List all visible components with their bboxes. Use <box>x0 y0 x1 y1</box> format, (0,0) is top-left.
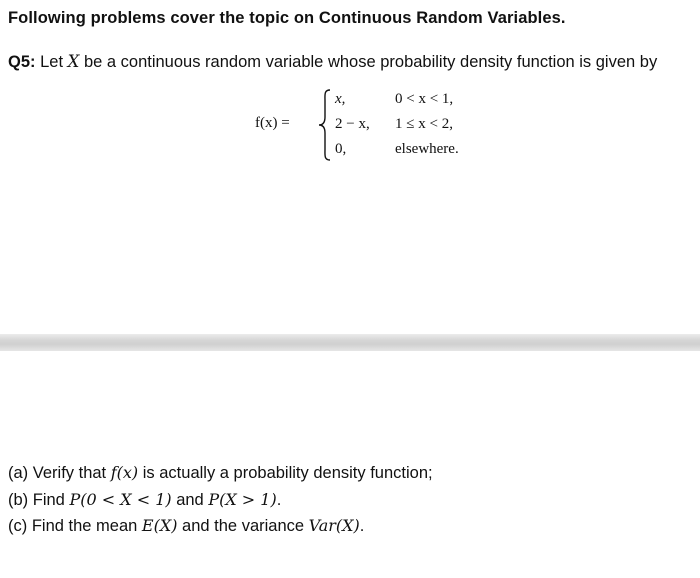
part-c-math-1: E(X) <box>141 516 178 535</box>
part-a-math: f(x) <box>110 463 139 482</box>
question-q5 <box>8 52 657 72</box>
page-heading: Following problems cover the topic on Continuous Random Variables. <box>8 9 566 27</box>
part-b-mid: and <box>171 490 209 509</box>
part-b-tail: . <box>276 490 282 509</box>
case-1-expr: x, <box>335 91 346 107</box>
part-b-math-2: P(X > 1) <box>208 489 277 509</box>
case-1-cond: 0 < x < 1, <box>395 91 454 107</box>
case-2-expr: 2 − x, <box>335 116 370 132</box>
part-c-text: Find the mean <box>31 517 142 535</box>
question-variable: X <box>67 52 80 71</box>
part-b-label: (b) <box>8 490 29 509</box>
pdf-formula <box>252 87 512 163</box>
question-text-before: Let <box>35 53 68 71</box>
case-3-expr: 0, <box>335 141 347 157</box>
part-a <box>8 460 433 487</box>
case-2-cond: 1 ≤ x < 2, <box>395 116 453 132</box>
part-a-label: (a) <box>8 464 29 482</box>
part-b <box>8 487 433 514</box>
pdf-lhs: f(x) = <box>255 115 290 131</box>
part-a-text: Verify that <box>32 464 111 482</box>
part-c-label: (c) <box>8 517 28 535</box>
part-b-text: Find <box>32 490 70 509</box>
part-c <box>8 513 433 540</box>
left-brace-icon <box>318 89 332 161</box>
question-label: Q5: <box>8 53 36 71</box>
part-c-tail: . <box>359 517 365 535</box>
part-c-mid: and the variance <box>177 517 309 535</box>
case-3-cond: elsewhere. <box>395 141 459 157</box>
question-text-after: be a continuous random variable whose probability density function is given by <box>79 53 658 71</box>
section-divider <box>0 334 700 351</box>
part-b-math-1: P(0 < X < 1) <box>69 489 172 509</box>
question-parts <box>8 460 433 540</box>
part-c-math-2: Var(X) <box>308 516 360 535</box>
part-a-tail: is actually a probability density function; <box>138 464 433 482</box>
